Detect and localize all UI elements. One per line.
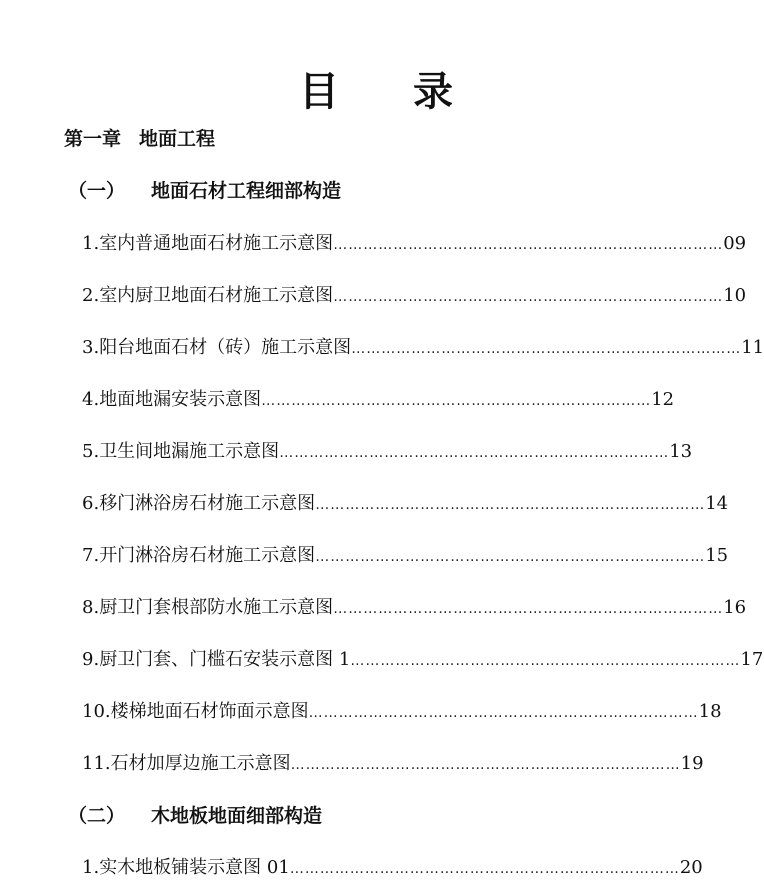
entry-title: 实木地板铺装示意图 01 — [99, 857, 290, 878]
entry-number: 11. — [82, 753, 111, 774]
toc-entry[interactable] — [82, 749, 704, 775]
chapter-label: 第一章 — [64, 128, 122, 150]
entry-title: 开门淋浴房石材施工示意图 — [99, 545, 316, 566]
entry-title: 厨卫门套根部防水施工示意图 — [99, 597, 334, 618]
dot-leader: …………………………………………………………………… — [333, 289, 724, 305]
toc-entry[interactable] — [82, 541, 729, 567]
section-name: 地面石材工程细部构造 — [151, 180, 342, 202]
entry-number: 4. — [82, 389, 100, 410]
dot-leader: …………………………………………………………………… — [333, 237, 724, 253]
entry-title: 地面地漏安装示意图 — [99, 389, 262, 410]
entry-title: 楼梯地面石材饰面示意图 — [110, 701, 309, 722]
entry-page-number: 17 — [740, 649, 764, 670]
entry-page-number: 12 — [651, 389, 675, 410]
entry-number: 9. — [82, 649, 100, 670]
entry-number: 10. — [82, 701, 111, 722]
toc-entry[interactable] — [82, 437, 693, 463]
dot-leader: …………………………………………………………………… — [315, 497, 706, 513]
section-label: （二） — [68, 805, 126, 827]
section-name: 木地板地面细部构造 — [151, 805, 323, 827]
entry-title: 阳台地面石材（砖）施工示意图 — [99, 337, 352, 358]
toc-entry[interactable] — [82, 853, 703, 879]
entry-page-number: 09 — [723, 233, 747, 254]
toc-entry[interactable] — [82, 489, 729, 515]
entry-page-number: 11 — [741, 337, 764, 358]
entry-page-number: 20 — [679, 857, 703, 878]
entry-title: 室内厨卫地面石材施工示意图 — [99, 285, 334, 306]
page-title — [0, 60, 752, 117]
entry-number: 6. — [82, 493, 100, 514]
dot-leader: …………………………………………………………………… — [289, 861, 680, 877]
dot-leader: …………………………………………………………………… — [279, 445, 670, 461]
toc-entry[interactable] — [82, 697, 722, 723]
section-heading-2 — [68, 801, 322, 828]
section-heading-1 — [68, 176, 341, 203]
entry-title: 室内普通地面石材施工示意图 — [99, 233, 334, 254]
toc-entry[interactable] — [82, 645, 764, 671]
entry-page-number: 10 — [723, 285, 747, 306]
dot-leader: …………………………………………………………………… — [315, 549, 706, 565]
dot-leader: …………………………………………………………………… — [290, 757, 681, 773]
toc-entry[interactable] — [82, 593, 747, 619]
entry-number: 5. — [82, 441, 100, 462]
entry-page-number: 18 — [698, 701, 722, 722]
entry-page-number: 16 — [723, 597, 747, 618]
entry-number: 7. — [82, 545, 100, 566]
chapter-name: 地面工程 — [139, 128, 216, 150]
entry-title: 厨卫门套、门槛石安装示意图 1 — [99, 649, 351, 670]
dot-leader: …………………………………………………………………… — [261, 393, 652, 409]
title-char-2: 录 — [413, 68, 453, 115]
dot-leader: …………………………………………………………………… — [308, 705, 699, 721]
toc-entry[interactable] — [82, 385, 675, 411]
entry-title: 石材加厚边施工示意图 — [110, 753, 291, 774]
entry-page-number: 14 — [705, 493, 729, 514]
entry-page-number: 19 — [680, 753, 704, 774]
toc-entry[interactable] — [82, 229, 747, 255]
entry-number: 2. — [82, 285, 100, 306]
dot-leader: …………………………………………………………………… — [333, 601, 724, 617]
dot-leader: …………………………………………………………………… — [351, 341, 742, 357]
section-label: （一） — [68, 180, 126, 202]
title-char-1: 目 — [299, 68, 339, 115]
entry-title: 移门淋浴房石材施工示意图 — [99, 493, 316, 514]
toc-entry[interactable] — [82, 281, 747, 307]
dot-leader: …………………………………………………………………… — [350, 653, 741, 669]
entry-number: 1. — [82, 233, 100, 254]
entry-page-number: 13 — [669, 441, 693, 462]
entry-title: 卫生间地漏施工示意图 — [99, 441, 280, 462]
entry-number: 3. — [82, 337, 100, 358]
entry-number: 8. — [82, 597, 100, 618]
toc-entry[interactable] — [82, 333, 764, 359]
chapter-heading — [64, 124, 215, 151]
entry-number: 1. — [82, 857, 100, 878]
entry-page-number: 15 — [705, 545, 729, 566]
